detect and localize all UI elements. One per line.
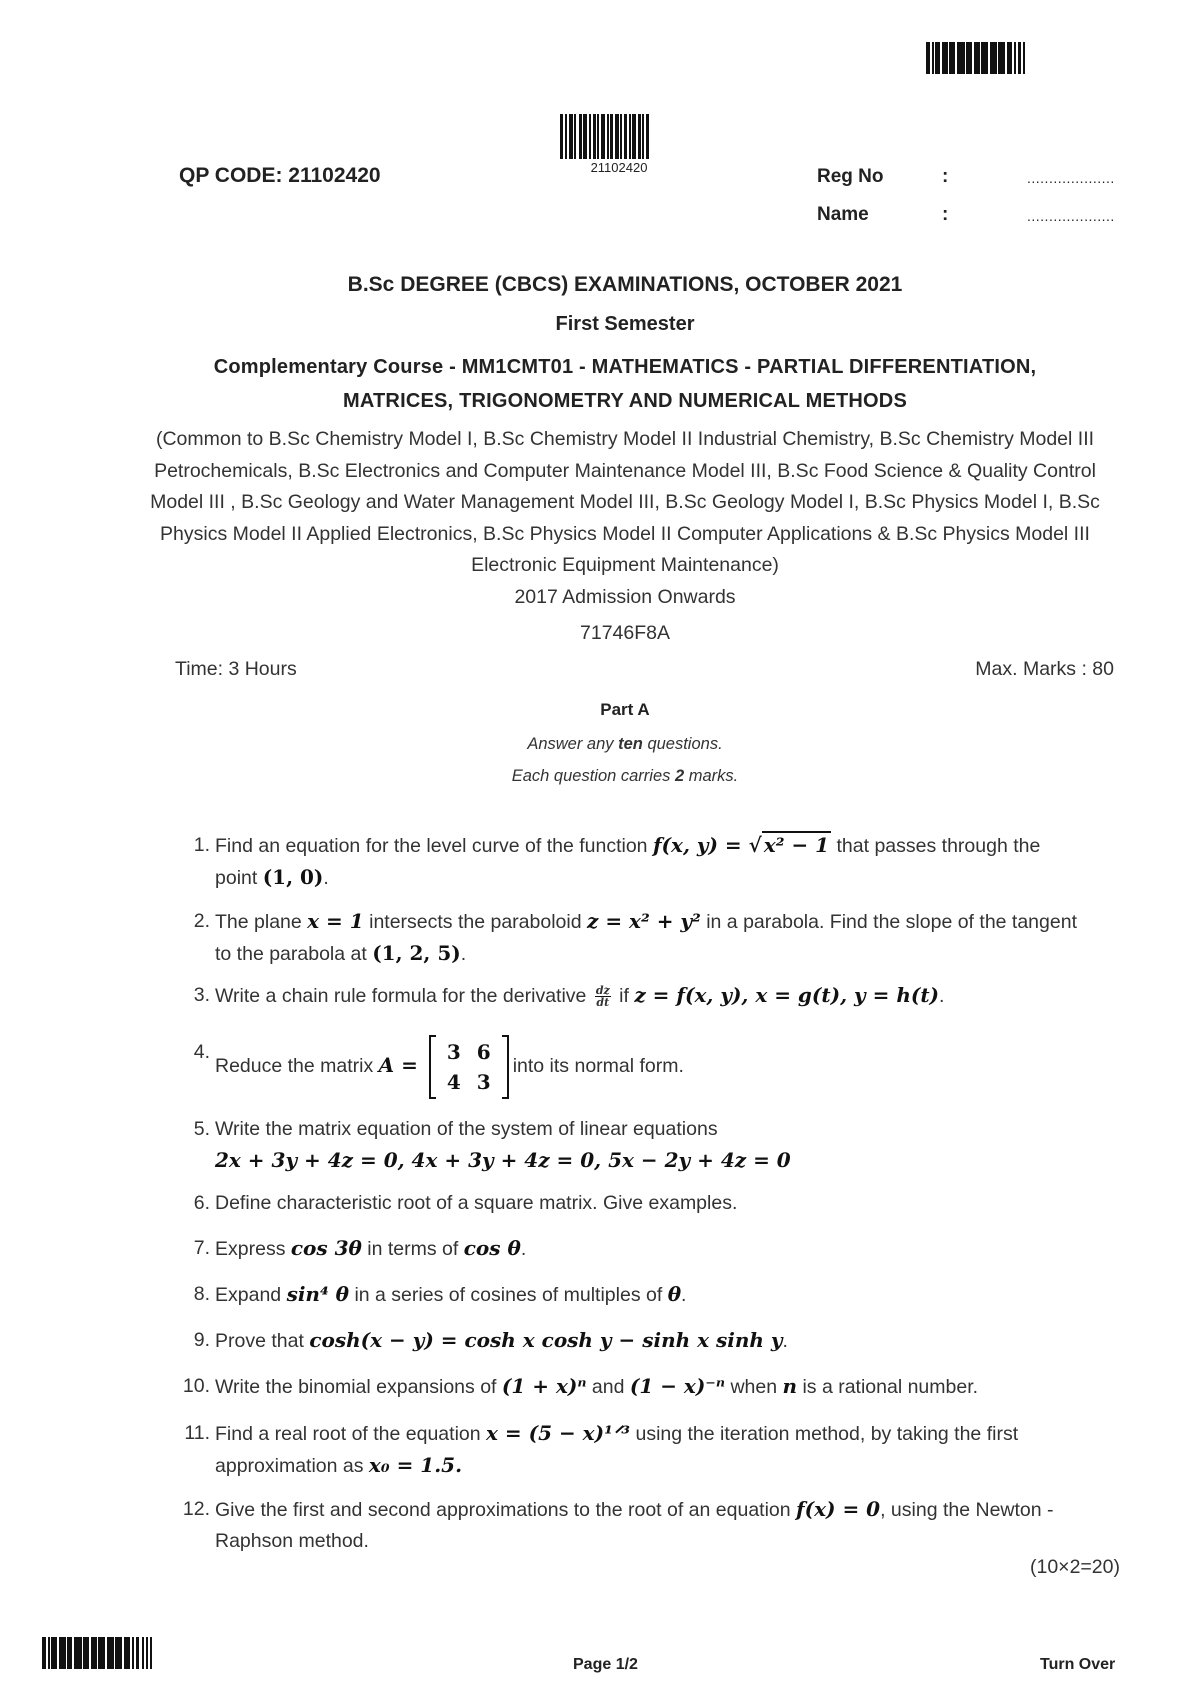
q4-text-b: into its normal form. <box>512 1055 684 1078</box>
q7-math-cos: cos θ <box>463 1236 521 1260</box>
q4-text-a: Reduce the matrix <box>215 1055 379 1078</box>
question-text <box>215 1279 1115 1311</box>
question-text <box>215 906 1115 970</box>
question-number: 4. <box>193 1041 210 1063</box>
q5-text-a: Write the matrix equation of the system of linear equations <box>215 1118 718 1140</box>
q7-text-c: . <box>520 1238 527 1260</box>
name-colon: : <box>942 204 949 225</box>
page-number: Page 1/2 <box>573 1656 638 1673</box>
common-line-3: Model III , B.Sc Geology and Water Management Model III, B.Sc Geology Model I, B.Sc Physics Model I, B.Sc <box>150 491 1100 513</box>
part-a-total: (10×2=20) <box>1030 1556 1120 1578</box>
q4-math-a: A = <box>378 1053 425 1078</box>
question-text <box>215 1418 1115 1482</box>
q4-matrix <box>429 1035 509 1099</box>
q12-math-fx: f(x) = 0 <box>796 1497 881 1521</box>
question-number: 8. <box>193 1283 210 1305</box>
q12-text-b: , using the Newton - <box>880 1499 1054 1521</box>
name-label: Name <box>817 204 869 225</box>
q5-math-system: 2x + 3y + 4z = 0, 4x + 3y + 4z = 0, 5x − 2y + 4z = 0 <box>215 1148 791 1172</box>
q11-math-equation: x = (5 − x)¹ᐟ³ <box>486 1421 631 1445</box>
common-line-4: Physics Model II Applied Electronics, B.Sc Physics Model II Computer Applications & B.Sc Physics Model III <box>160 522 1090 545</box>
instruction-answer <box>130 735 1120 754</box>
q6-text-a: Define characteristic root of a square matrix. Give examples. <box>215 1192 738 1214</box>
barcode-bottom-left <box>42 1637 152 1669</box>
reg-no-colon: : <box>942 166 949 187</box>
q8-text-b: in a series of cosines of multiples of <box>349 1284 668 1306</box>
course-title <box>130 350 1120 418</box>
q8-text-c: . <box>681 1284 687 1306</box>
qp-code: QP CODE: 21102420 <box>179 164 381 187</box>
q1-math-function: f(x, y) = <box>652 833 749 857</box>
question-number: 12. <box>182 1498 210 1520</box>
question-text <box>215 830 1115 894</box>
instr2-pre: Each question carries <box>511 767 675 785</box>
radical-sign: √ <box>748 833 762 857</box>
instr1-bold: ten <box>618 735 643 753</box>
q2-text-d: to the parabola at <box>215 943 373 965</box>
common-line-1: (Common to B.Sc Chemistry Model I, B.Sc Chemistry Model II Industrial Chemistry, B.Sc Chemistry Model III <box>155 428 1095 450</box>
question-number: 1. <box>193 834 210 856</box>
barcode-number: 21102420 <box>590 160 648 175</box>
question-number: 5. <box>193 1118 210 1140</box>
q11-math-x0: x₀ = 1.5. <box>368 1453 463 1477</box>
q1-text-b: that passes through the <box>831 835 1041 857</box>
barcode-top-right <box>926 42 1025 74</box>
q11-text-a: Find a real root of the equation <box>215 1423 487 1445</box>
question-text <box>215 980 1115 1012</box>
q12-text-c: Raphson method. <box>215 1530 369 1552</box>
question-text <box>215 1325 1115 1357</box>
q1-radicand: x² − 1 <box>763 833 830 857</box>
max-marks: Max. Marks : 80 <box>975 658 1114 680</box>
course-line-1: Complementary Course - MM1CMT01 - MATHEMATICS - PARTIAL DIFFERENTIATION, <box>213 356 1037 378</box>
question-number: 3. <box>193 984 210 1006</box>
matrix-cell: 3 <box>446 1040 461 1064</box>
question-text <box>215 1114 1115 1177</box>
q3-text-a: Write a chain rule formula for the derivative <box>215 985 592 1007</box>
q3-derivative <box>595 985 611 1008</box>
paper-code: 71746F8A <box>580 622 670 644</box>
question-number: 11. <box>184 1422 210 1444</box>
q2-math-plane: x = 1 <box>307 909 364 933</box>
q2-text-c: in a parabola. Find the slope of the tangent <box>700 911 1077 933</box>
q2-math-point: (1, 2, 5) <box>372 941 461 965</box>
question-number: 2. <box>193 910 210 932</box>
matrix-cell: 3 <box>476 1070 491 1094</box>
q1-text-a: Find an equation for the level curve of the function <box>215 835 653 857</box>
q8-math-theta: θ <box>667 1282 682 1306</box>
matrix-cell: 6 <box>476 1040 491 1064</box>
time-allowed: Time: 3 Hours <box>175 658 297 680</box>
question-text <box>215 1233 1115 1265</box>
common-line-5: Electronic Equipment Maintenance) <box>471 554 779 576</box>
q8-math-sin4: sin⁴ θ <box>286 1282 350 1306</box>
q10-math-2: (1 − x)⁻ⁿ <box>629 1374 726 1398</box>
question-text <box>215 1035 1115 1099</box>
q1-sqrt <box>749 830 831 862</box>
q7-math-cos3: cos 3θ <box>290 1236 362 1260</box>
q3-text-b: if <box>613 985 635 1007</box>
fraction-denominator: dt <box>596 996 610 1010</box>
q11-text-c: approximation as <box>215 1455 369 1477</box>
q11-text-b: using the iteration method, by taking the first <box>630 1423 1019 1445</box>
turn-over: Turn Over <box>1040 1656 1116 1673</box>
semester: First Semester <box>555 313 695 335</box>
part-a-heading: Part A <box>600 700 650 719</box>
fraction-numerator: dz <box>595 984 610 998</box>
q10-math-n: n <box>782 1374 798 1398</box>
q9-math-identity: cosh(x − y) = cosh x cosh y − sinh x sinh y <box>309 1328 783 1352</box>
q2-math-paraboloid: z = x² + y² <box>587 909 701 933</box>
q8-text-a: Expand <box>215 1284 287 1306</box>
instr1-pre: Answer any <box>527 735 619 753</box>
instr1-post: questions. <box>642 735 723 753</box>
question-number: 7. <box>193 1237 210 1259</box>
q10-text-c: when <box>725 1376 783 1398</box>
common-to <box>130 424 1120 582</box>
matrix-cell: 4 <box>446 1070 461 1094</box>
instr2-post: marks. <box>684 767 739 785</box>
course-line-2: MATRICES, TRIGONOMETRY AND NUMERICAL METHODS <box>343 390 907 412</box>
q2-text-b: intersects the paraboloid <box>363 911 587 933</box>
q3-math-chain: z = f(x, y), x = g(t), y = h(t) <box>634 983 940 1007</box>
question-text <box>215 1188 1115 1219</box>
q10-math-1: (1 + x)ⁿ <box>501 1374 587 1398</box>
question-text <box>215 1494 1115 1557</box>
barcode-center <box>560 114 649 159</box>
q1-math-point: (1, 0) <box>262 865 324 889</box>
q10-text-b: and <box>586 1376 630 1398</box>
common-line-2: Petrochemicals, B.Sc Electronics and Computer Maintenance Model III, B.Sc Food Science & Quality Control <box>154 459 1096 482</box>
q7-text-b: in terms of <box>361 1238 464 1260</box>
q9-text-b: . <box>782 1330 788 1352</box>
q3-text-c: . <box>939 985 945 1007</box>
question-number: 10. <box>182 1375 210 1397</box>
q2-text-e: . <box>460 943 467 965</box>
q1-text-c: point <box>215 867 263 889</box>
q7-text-a: Express <box>215 1238 291 1260</box>
name-blank: .................... <box>1027 208 1115 224</box>
q12-text-a: Give the first and second approximations to the root of an equation <box>215 1499 797 1521</box>
instr2-bold: 2 <box>674 767 685 785</box>
q10-text-d: is a rational number. <box>797 1376 979 1398</box>
q9-text-a: Prove that <box>215 1330 310 1352</box>
reg-no-blank: .................... <box>1027 170 1115 186</box>
question-number: 9. <box>193 1329 210 1351</box>
q10-text-a: Write the binomial expansions of <box>215 1376 502 1398</box>
admission: 2017 Admission Onwards <box>514 586 736 608</box>
q1-text-d: . <box>323 867 329 889</box>
exam-title: B.Sc DEGREE (CBCS) EXAMINATIONS, OCTOBER 2021 <box>347 273 903 296</box>
reg-no-label: Reg No <box>817 166 884 187</box>
instruction-marks <box>130 767 1120 786</box>
question-number: 6. <box>193 1192 210 1214</box>
question-text <box>215 1371 1115 1403</box>
q2-text-a: The plane <box>215 911 308 933</box>
